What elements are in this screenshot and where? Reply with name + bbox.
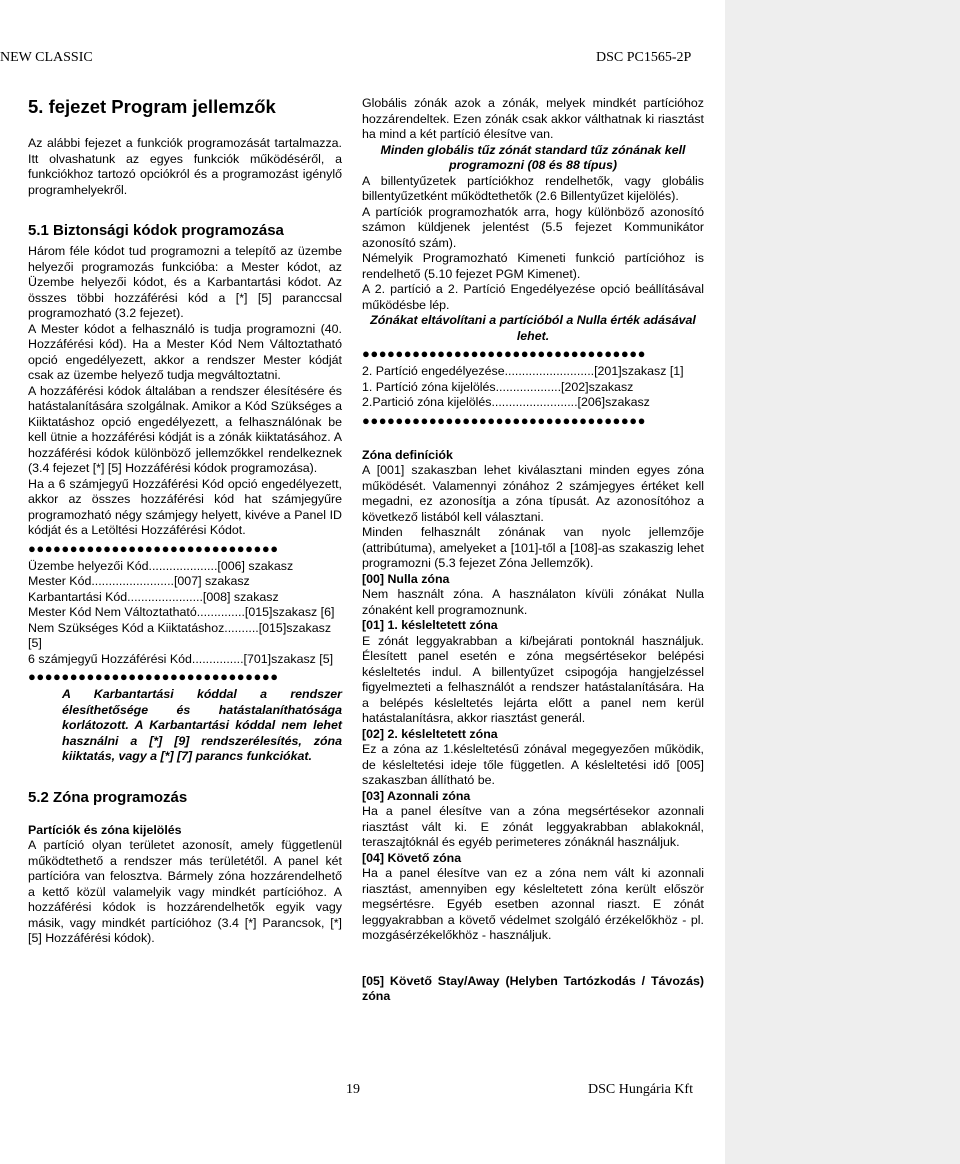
paragraph: A hozzáférési kódok általában a rendszer élesítésére és hatástalanítására szolgálnak. Amikor a Kód Szükséges a Kiiktatáshoz opció engedélyezett, a felhasználónak be kell ütnie a hozzáférési kódját is a zónák kiiktatásához. A hozzáférési kódok különböző jellemzőkkel rendelkeznek (3.4 fejezet [*] [5] Hozzáférési kódok programozása). (28, 383, 342, 475)
side-margin-panel (725, 0, 960, 1164)
paragraph: Ha a panel élesítve van ez a zóna nem vált ki azonnali riasztást, amennyiben egy késleltetett zóna került először megsértésre. Egyéb esetben azonnal riaszt. E zónát leggyakrabban a követő védelmet szolgáló érzékelőkhöz - pl. mozgásérzékelőkhöz - használjuk. (362, 866, 704, 942)
paragraph: Ha a 6 számjegyű Hozzáférési Kód opció engedélyezett, akkor az összes hozzáférési kód hat számjegyűre programozható négy számjegy helyett, kivéve a Panel ID kódját és a Letöltési Hozzáférési Kódot. (28, 476, 342, 537)
bullet-separator: ●●●●●●●●●●●●●●●●●●●●●●●●●●●●●● (28, 670, 279, 684)
paragraph: Három féle kódot tud programozni a telepítő az üzembe helyezői programozás funkcióba: a Mester kódot, az Üzembe helyezői kódot, és a Karbantartási kódot. Az összes többi hozzáférési kód a [*] [5] paranccsal programozható (3.2 fejezet). (28, 244, 342, 320)
chapter-title: 5. fejezet Program jellemzők (28, 96, 276, 117)
bullet-separator: ●●●●●●●●●●●●●●●●●●●●●●●●●●●●●●●●●● (362, 347, 646, 361)
list-item: Karbantartási Kód......................[008] szakasz (28, 589, 279, 604)
bullet-separator: ●●●●●●●●●●●●●●●●●●●●●●●●●●●●●●●●●● (362, 413, 646, 428)
paragraph: A partíció olyan területet azonosít, amely függetlenül működtethető a rendszer más területétől. A panel két partícióra van felosztva. Bármely zóna hozzárendelhető a kettő közül valamelyik vagy mindkét partícióhoz. A hozzáférési kódok is hozzárendelhetők egyik vagy másik, vagy mindkét partícióhoz (3.4 [*] Parancsok, [*] [5] Hozzáférési kódok). (28, 838, 342, 945)
list-item: Mester Kód........................[007] szakasz (28, 574, 250, 588)
header-left: NEW CLASSIC (0, 50, 93, 65)
zone-type-title: [02] 2. késleltetett zóna (362, 726, 498, 741)
paragraph: E zónát leggyakrabban a ki/bejárati pontoknál használjuk. Élesített panel esetén e zóna megsértésekor belépési késleltetés indul. A billentyűzet csipogója hangjelzéssel figyelmezteti a felhasználót a rendszer hatástalanítására. Ha a belépés késleltetés lejárta előtt a panel nem kerül hatástalanításra, akkor riasztást generál. (362, 633, 704, 725)
paragraph: A billentyűzetek partíciókhoz rendelhetők, vagy globális billentyűzetként működtethetők (2.6 Billentyűzet kijelölés). (362, 173, 704, 203)
note-text: Minden globális tűz zónát standard tűz zónának kell programozni (08 és 88 típus) (380, 142, 686, 172)
left-column (28, 96, 342, 947)
zone-type-title: [00] Nulla zóna (362, 571, 450, 586)
paragraph: A 2. partíció a 2. Partíció Engedélyezése opció beállításával működésbe lép. (362, 282, 704, 312)
paragraph: Ha a panel élesítve van a zóna megsértésekor azonnali riasztást vált ki. E zónát leggyakrabban ablakoknál, teraszajtóknál és egyéb perimeteres zónáknál használjuk. (362, 804, 704, 849)
list-item: Üzembe helyezői Kód....................[006] szakasz (28, 558, 294, 573)
paragraph: Nem használt zóna. A használaton kívüli zónákat Nulla zónaként kell programoznunk. (362, 587, 704, 617)
list-item: 1. Partíció zóna kijelölés...................[202]szakasz (362, 379, 634, 394)
paragraph: A partíciók programozhatók arra, hogy különböző azonosító számon küldjenek jelentést (5.5 fejezet Kommunikátor azonosító szám). (362, 204, 704, 250)
footer-right: DSC Hungária Kft (588, 1082, 693, 1097)
paragraph: A Mester kódot a felhasználó is tudja programozni (40. Hozzáférési kód). Ha a Mester Kód Nem Változtatható opció engedélyezett, akkor a rendszer Mester kódját csak az üzembe helyező tudja megváltoztatni. (28, 321, 342, 382)
intro-paragraph: Az alábbi fejezet a funkciók programozását tartalmazza. Itt olvashatunk az egyes funkciók működéséről, a funkciókhoz tartozó opciókról és a programozást igénylő programhelyekről. (28, 136, 342, 197)
list-item: Nem Szükséges Kód a Kiiktatáshoz..........[015]szakasz [5] (28, 620, 332, 650)
bullet-separator: ●●●●●●●●●●●●●●●●●●●●●●●●●●●●●● (28, 541, 279, 556)
list-item: 2. Partíció engedélyezése..........................[201]szakasz [1] (362, 364, 684, 378)
paragraph: Minden felhasznált zónának van nyolc jellemzője (attribútuma), amelyeket a [101]-től a [108]-as szakaszig lehet programozni (5.3 fejezet Zóna Jellemzők). (362, 525, 704, 570)
section-title-5-1: 5.1 Biztonsági kódok programozása (28, 222, 284, 239)
zone-type-title: [03] Azonnali zóna (362, 788, 471, 803)
list-item: Mester Kód Nem Változtatható..............[015]szakasz [6] (28, 605, 335, 619)
list-item: 6 számjegyű Hozzáférési Kód...............[701]szakasz [5] (28, 651, 334, 666)
paragraph: Némelyik Programozható Kimeneti funkció partícióhoz is rendelhető (5.10 fejezet PGM Kimenet). (362, 251, 704, 281)
section-list (362, 364, 704, 411)
subsection-title: Partíciók és zóna kijelölés (28, 822, 182, 837)
right-column (362, 96, 704, 1005)
subsection-title: Zóna definíciók (362, 447, 453, 462)
zone-type-title: [04] Követő zóna (362, 850, 462, 865)
section-list (28, 559, 342, 668)
note-text: Zónákat eltávolítani a partícióból a Nulla érték adásával lehet. (370, 313, 696, 343)
note-text: A Karbantartási kóddal a rendszer élesíthetősége és hatástalaníthatósága korlátozott. A Karbantartási kóddal nem lehet használni a [*] [9] rendszerélesítés, zóna kiiktatás, vagy a [*] [7] parancs funkciókat. (62, 687, 342, 763)
paragraph: Ez a zóna az 1.késleltetésű zónával megegyezően működik, de késleltetési ideje tőle független. A késleltetési idő [005] szakaszban állítható be. (362, 742, 704, 787)
zone-type-title: [05] Követő Stay/Away (Helyben Tartózkodás / Távozás) zóna (362, 973, 704, 1003)
list-item: 2.Partició zóna kijelölés.........................[206]szakasz (362, 395, 650, 409)
zone-type-title: [01] 1. késleltetett zóna (362, 618, 498, 632)
page-number: 19 (346, 1082, 360, 1097)
paragraph: A [001] szakaszban lehet kiválasztani minden egyes zóna működését. Valamennyi zónához 2 számjegyes értéket kell megadni, ez azonosítja a zóna típusát. Az azonosítóhoz a következő listából kell választani. (362, 463, 704, 524)
paragraph: Globális zónák azok a zónák, melyek mindkét partícióhoz hozzárendeltek. Ezen zónák csak akkor válthatnak ki riasztást ha mind a két partíció élesítve van. (362, 96, 704, 141)
section-title-5-2: 5.2 Zóna programozás (28, 788, 188, 806)
header-right: DSC PC1565-2P (596, 50, 692, 65)
